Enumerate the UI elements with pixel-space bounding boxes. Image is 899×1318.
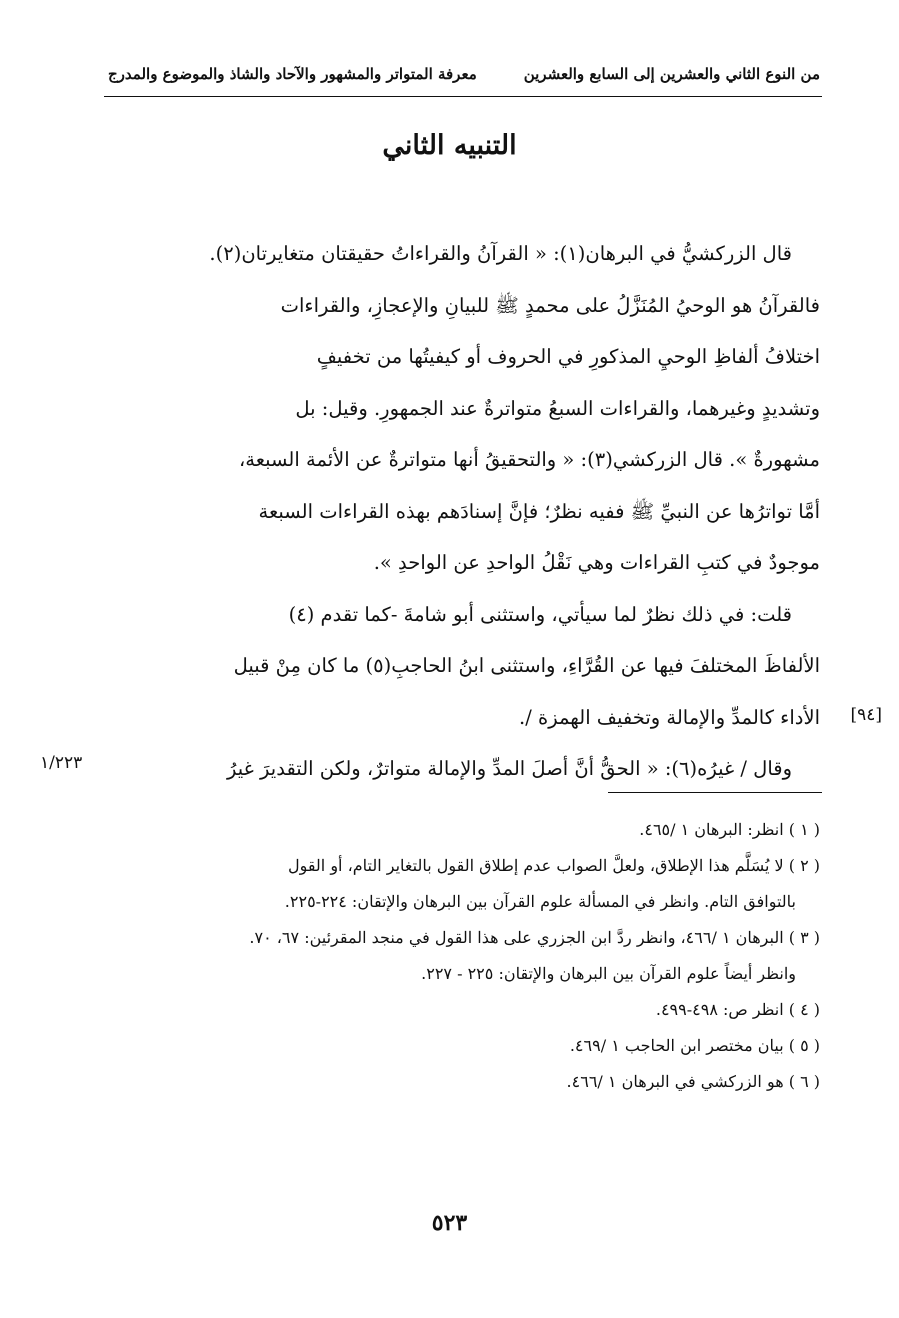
footnote-line: ( ١ ) انظر: البرهان ١ /٤٦٥.	[639, 820, 820, 839]
running-header	[108, 64, 820, 84]
margin-volume-reference: ١/٢٢٣	[40, 753, 83, 773]
header-divider	[104, 96, 822, 97]
body-line: وقال / غيرُه(٦): « الحقُّ أنَّ أصلَ المدِّ والإمالة متواترٌ، ولكن التقديرَ غيرُ	[226, 757, 792, 780]
footnote-line: ( ٤ ) انظر ص: ٤٩٨-٤٩٩.	[655, 1000, 820, 1019]
running-header-chapter: من النوع الثاني والعشرين إلى السابع والعشرين	[523, 65, 820, 83]
body-line: موجودٌ في كتبِ القراءات وهي نَقْلُ الواحدِ عن الواحدِ ».	[373, 551, 820, 574]
section-title: التنبيه الثاني	[382, 130, 517, 161]
footnote-line: ( ٦ ) هو الزركشي في البرهان ١ /٤٦٦.	[566, 1072, 820, 1091]
body-line: الألفاظَ المختلفَ فيها عن القُرَّاءِ، واستثنى ابنُ الحاجبِ(٥) ما كان مِنْ قبيل	[233, 654, 820, 677]
footnote-line: ( ٢ ) لا يُسَلَّم هذا الإطلاق، ولعلَّ الصواب عدم إطلاق القول بالتغاير التام، أو القول	[287, 856, 820, 875]
page-number: ٥٢٣	[431, 1210, 468, 1236]
footnotes	[108, 815, 820, 1103]
body-line: فالقرآنُ هو الوحيُ المُنَزَّلُ على محمدٍ ﷺ للبيانِ والإعجازِ، والقراءات	[280, 293, 820, 317]
footnote-line: ( ٥ ) بيان مختصر ابن الحاجب ١ /٤٦٩.	[569, 1036, 820, 1055]
footnote-line: بالتوافق التام. وانظر في المسألة علوم القرآن بين البرهان والإتقان: ٢٢٤-٢٢٥.	[284, 892, 796, 911]
body-line: وتشديدٍ وغيرهما، والقراءات السبعُ متواترةٌ عند الجمهورِ. وقيل: بل	[295, 396, 820, 420]
body-text	[108, 232, 820, 799]
body-line: أمَّا تواترُها عن النبيِّ ﷺ ففيه نظرٌ؛ فإنَّ إسنادَهم بهذه القراءات السبعة	[258, 499, 820, 523]
footnote-line: وانظر أيضاً علوم القرآن بين البرهان والإتقان: ٢٢٥ - ٢٢٧.	[421, 964, 796, 983]
footnote-divider	[608, 792, 822, 793]
footnote-line: ( ٣ ) البرهان ١ /٤٦٦، وانظر ردَّ ابن الجزري على هذا القول في منجد المقرئين: ٦٧، ٧٠.	[249, 928, 820, 947]
body-line: قال الزركشيُّ في البرهان(١): « القرآنُ والقراءاتُ حقيقتان متغايرتان(٢).	[209, 242, 792, 265]
body-line: اختلافُ ألفاظِ الوحيِ المذكورِ في الحروف أو كيفيتُها من تخفيفٍ	[316, 345, 820, 368]
margin-folio-marker: [٩٤]	[850, 705, 882, 725]
body-line: الأداء كالمدِّ والإمالة وتخفيف الهمزة /.	[519, 705, 820, 729]
body-line: قلت: في ذلك نظرٌ لما سيأتي، واستثنى أبو شامةَ -كما تقدم (٤)	[288, 602, 792, 626]
running-header-topic: معرفة المتواتر والمشهور والآحاد والشاذ والموضوع والمدرج	[108, 65, 477, 83]
body-line: مشهورةٌ ». قال الزركشي(٣): « والتحقيقُ أنها متواترةٌ عن الأئمة السبعة،	[239, 448, 820, 471]
